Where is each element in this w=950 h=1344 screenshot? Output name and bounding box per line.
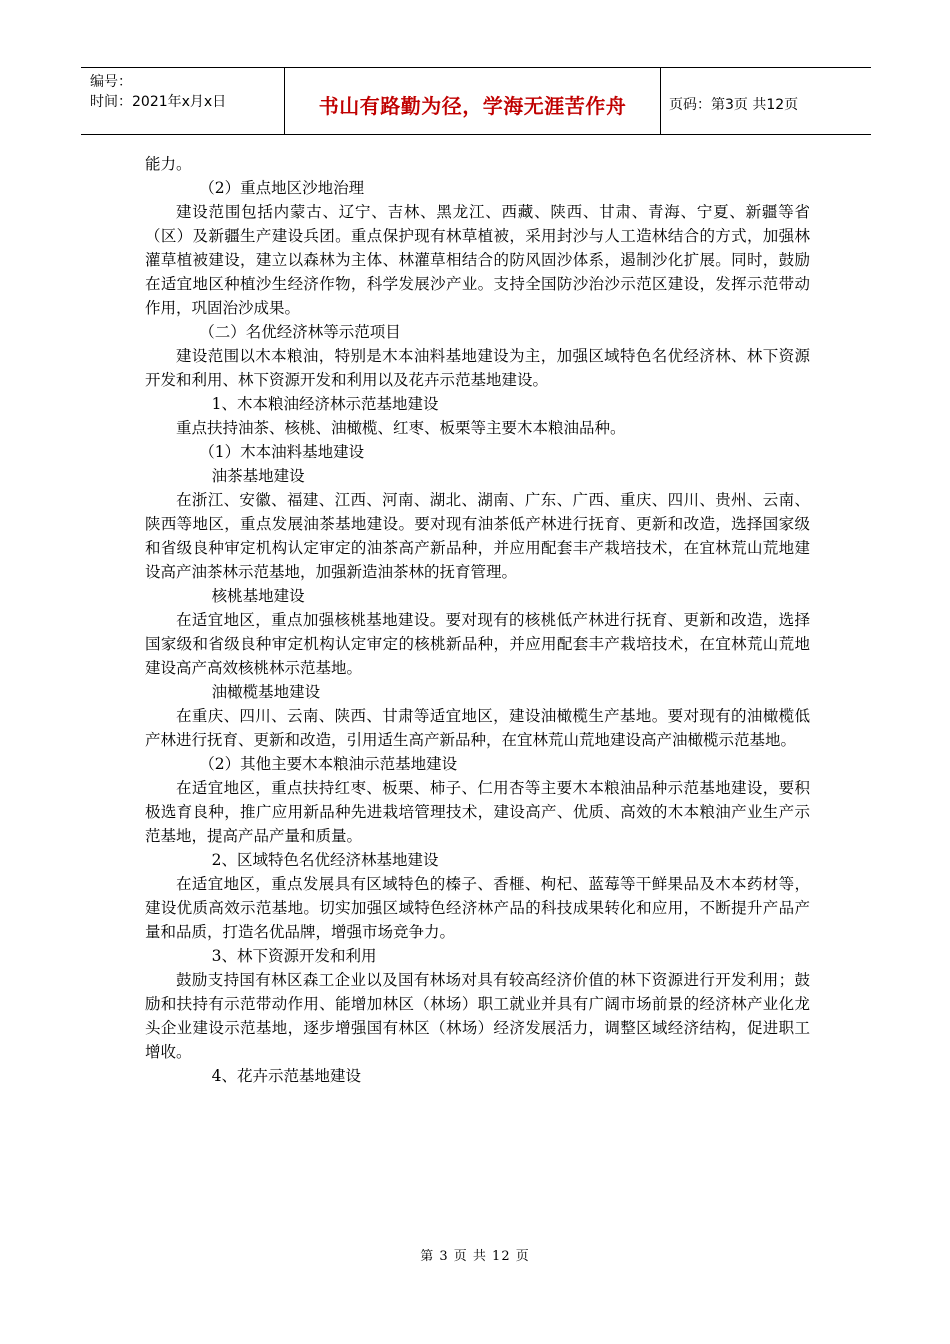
header-meta-cell	[81, 68, 285, 134]
paragraph: 在适宜地区，重点加强核桃基地建设。要对现有的核桃低产林进行抚育、更新和改造，选择国家级和省级良种审定机构认定审定的核桃新品种，并应用配套丰产栽培技术，在宜林荒山荒地建设高产高效核桃林示范基地。	[145, 611, 810, 677]
paragraph: 建设范围包括内蒙古、辽宁、吉林、黑龙江、西藏、陕西、甘肃、青海、宁夏、新疆等省（区）及新疆生产建设兵团。重点保护现有林草植被，采用封沙与人工造林结合的方式，加强林灌草植被建设，建立以森林为主体、林灌草相结合的防风固沙体系，遏制沙化扩展。同时，鼓励在适宜地区种植沙生经济作物，科学发展沙产业。支持全国防沙治沙示范区建设，发挥示范带动作用，巩固治沙成果。	[145, 203, 810, 317]
section-heading: （二）名优经济林等示范项目	[199, 323, 401, 341]
paragraph: 在适宜地区，重点发展具有区域特色的榛子、香榧、枸杞、蓝莓等干鲜果品及木本药材等，建设优质高效示范基地。切实加强区域特色经济林产品的科技成果转化和应用，不断提升产品产量和品质，打造名优品牌，增强市场竞争力。	[145, 875, 810, 941]
paragraph: 鼓励支持国有林区森工企业以及国有林场对具有较高经济价值的林下资源进行开发利用；鼓励和扶持有示范带动作用、能增加林区（林场）职工就业并具有广阔市场前景的经济林产业化龙头企业建设示范基地，逐步增强国有林区（林场）经济发展活力，调整区域经济结构，促进职工增收。	[145, 971, 810, 1061]
page-footer	[0, 1245, 950, 1264]
document-date: 时间：2021年x月x日	[90, 94, 227, 110]
section-heading: （2）重点地区沙地治理	[199, 179, 365, 197]
header-motto: 书山有路勤为径，学海无涯苦作舟	[318, 93, 627, 118]
paragraph: 在浙江、安徽、福建、江西、河南、湖北、湖南、广东、广西、重庆、四川、贵州、云南、陕西等地区，重点发展油茶基地建设。要对现有油茶低产林进行抚育、更新和改造，选择国家级和省级良种审定机构认定审定的油茶高产新品种，并应用配套丰产栽培技术，在宜林荒山荒地建设高产油茶林示范基地，加强新造油茶林的抚育管理。	[145, 491, 810, 581]
section-heading: 1、木本粮油经济林示范基地建设	[211, 395, 439, 413]
section-heading: 4、花卉示范基地建设	[211, 1067, 362, 1085]
paragraph: 在重庆、四川、云南、陕西、甘肃等适宜地区，建设油橄榄生产基地。要对现有的油橄榄低产林进行抚育、更新和改造，引用适生高产新品种，在宜林荒山荒地建设高产油橄榄示范基地。	[145, 707, 810, 749]
document-header	[81, 67, 871, 135]
section-heading: （2）其他主要木本粮油示范基地建设	[199, 755, 458, 773]
section-heading: （1）木本油料基地建设	[199, 443, 365, 461]
section-heading: 2、区域特色名优经济林基地建设	[211, 851, 439, 869]
header-page-cell	[661, 68, 871, 134]
paragraph: 建设范围以木本粮油，特别是木本油料基地建设为主，加强区域特色名优经济林、林下资源开发和利用、林下资源开发和利用以及花卉示范基地建设。	[145, 347, 810, 389]
section-heading: 油茶基地建设	[211, 467, 305, 485]
header-page-info: 页码：第3页 共12页	[669, 97, 799, 113]
paragraph: 重点扶持油茶、核桃、油橄榄、红枣、板栗等主要木本粮油品种。	[176, 419, 626, 437]
document-number-label: 编号：	[90, 74, 132, 90]
paragraph: 能力。	[145, 155, 192, 173]
header-motto-cell	[285, 68, 661, 134]
section-heading: 核桃基地建设	[211, 587, 305, 605]
paragraph: 在适宜地区，重点扶持红枣、板栗、柿子、仁用杏等主要木本粮油品种示范基地建设，要积极选育良种，推广应用新品种先进栽培管理技术，建设高产、优质、高效的木本粮油产业生产示范基地，提高产品产量和质量。	[145, 779, 810, 845]
document-body	[145, 152, 810, 1088]
section-heading: 油橄榄基地建设	[211, 683, 321, 701]
footer-page-number: 第 3 页 共 12 页	[420, 1249, 530, 1264]
section-heading: 3、林下资源开发和利用	[211, 947, 377, 965]
